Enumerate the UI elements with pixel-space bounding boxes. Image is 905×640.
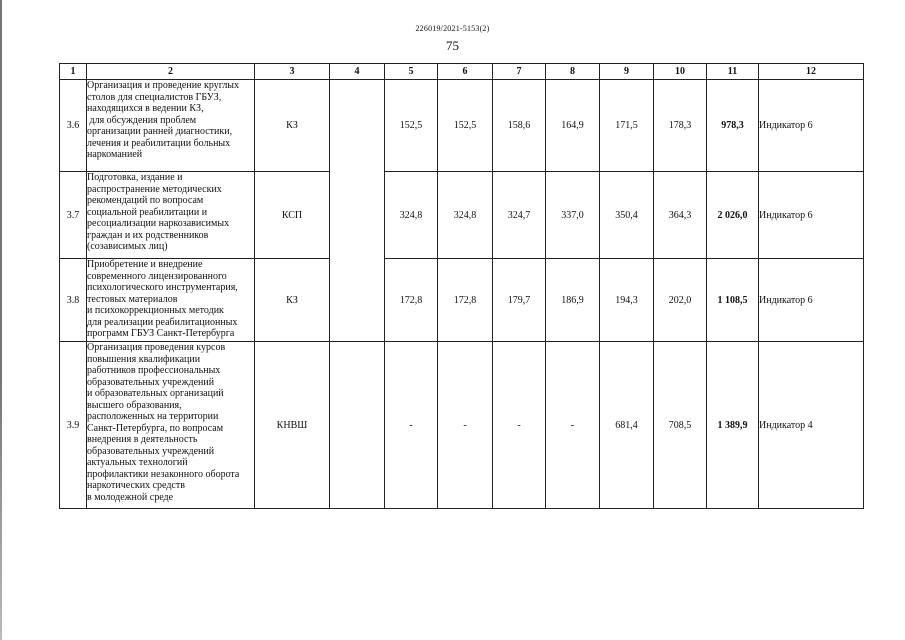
description-line: в молодежной среде [87, 491, 174, 503]
column-header: 5 [385, 64, 438, 80]
description-line: внедрения в деятельность [87, 434, 198, 445]
description-line: программ ГБУЗ Санкт-Петербурга [87, 328, 235, 339]
description-line: Подготовка, издание и [87, 172, 183, 183]
row-indicator: Индикатор 6 [759, 172, 864, 259]
column-header: 6 [438, 64, 493, 80]
row-value: 186,9 [546, 259, 600, 342]
description-line: находящихся в ведении КЗ, [87, 103, 204, 114]
description-line: психологического инструментария, [87, 282, 238, 293]
description-line: работников профессиональных [87, 365, 221, 376]
column-header: 1 [60, 64, 87, 80]
description-line: для обсуждения проблем [87, 114, 197, 126]
description-line: лечения и реабилитации больных [87, 137, 231, 149]
row-executor: КЗ [255, 259, 330, 342]
column-header: 7 [493, 64, 546, 80]
description-line: Организация и проведение круглых [87, 80, 240, 91]
table-header-row [60, 64, 864, 80]
description-line: актуальных технологий [87, 457, 188, 468]
row-value: 164,9 [546, 80, 600, 172]
description-line: образовательных учреждений [87, 376, 215, 388]
description-line: образовательных учреждений [87, 445, 215, 457]
description-line: повышения квалификации [87, 353, 201, 365]
row-value: 202,0 [654, 259, 707, 342]
row-value: 194,3 [600, 259, 654, 342]
row-value: 324,8 [385, 172, 438, 259]
row-value: 350,4 [600, 172, 654, 259]
table-row [60, 80, 864, 172]
program-table [59, 63, 864, 509]
row-number: 3.8 [60, 259, 87, 342]
row-indicator: Индикатор 4 [759, 342, 864, 509]
column-4-blank [330, 80, 385, 342]
description-line: современного лицензированного [87, 270, 227, 282]
description-line: социальной реабилитации и [87, 206, 208, 218]
page-left-edge [0, 0, 2, 640]
table-row [60, 259, 864, 342]
page-number: 75 [446, 38, 459, 53]
row-description [87, 259, 255, 342]
description-line: для реализации реабилитационных [87, 316, 238, 328]
row-executor: КЗ [255, 80, 330, 172]
column-header: 4 [330, 64, 385, 80]
row-value: - [438, 342, 493, 509]
row-total: 1 108,5 [707, 259, 759, 342]
row-value: - [493, 342, 546, 509]
row-value: 708,5 [654, 342, 707, 509]
description-line: и психокоррекционных методик [87, 305, 224, 316]
row-value: - [385, 342, 438, 509]
column-header: 9 [600, 64, 654, 80]
row-value: 364,3 [654, 172, 707, 259]
row-executor: КНВШ [255, 342, 330, 509]
column-4-blank [330, 342, 385, 509]
description-line: Организация проведения курсов [87, 342, 226, 353]
row-value: 178,3 [654, 80, 707, 172]
description-line: (созависимых лиц) [87, 241, 168, 252]
description-line: и образовательных организаций [87, 388, 224, 399]
row-total: 2 026,0 [707, 172, 759, 259]
row-total: 978,3 [707, 80, 759, 172]
row-value: 172,8 [385, 259, 438, 342]
row-indicator: Индикатор 6 [759, 259, 864, 342]
row-description [87, 80, 255, 172]
table-row [60, 172, 864, 259]
row-value: 681,4 [600, 342, 654, 509]
column-header: 8 [546, 64, 600, 80]
table-row [60, 342, 864, 509]
document-id: 226019/2021-5153(2) [415, 24, 490, 33]
description-line: профилактики незаконного оборота [87, 468, 240, 480]
row-value: 324,8 [438, 172, 493, 259]
column-header: 10 [654, 64, 707, 80]
description-line: ресоциализации наркозависимых [87, 218, 230, 229]
row-description [87, 342, 255, 509]
row-value: 324,7 [493, 172, 546, 259]
column-header: 2 [87, 64, 255, 80]
description-line: наркоманией [87, 149, 143, 160]
row-value: - [546, 342, 600, 509]
row-value: 337,0 [546, 172, 600, 259]
description-line: столов для специалистов ГБУЗ, [87, 91, 222, 103]
description-line: тестовых материалов [87, 293, 178, 305]
row-value: 172,8 [438, 259, 493, 342]
description-line: Приобретение и внедрение [87, 259, 203, 270]
row-description [87, 172, 255, 259]
row-number: 3.6 [60, 80, 87, 172]
row-executor: КСП [255, 172, 330, 259]
description-line: Санкт-Петербурга, по вопросам [87, 422, 224, 434]
column-header: 12 [759, 64, 864, 80]
description-line: распространение методических [87, 183, 222, 195]
description-line: высшего образования, [87, 399, 182, 411]
row-number: 3.7 [60, 172, 87, 259]
row-total: 1 389,9 [707, 342, 759, 509]
column-header: 11 [707, 64, 759, 80]
row-number: 3.9 [60, 342, 87, 509]
row-value: 179,7 [493, 259, 546, 342]
description-line: наркотических средств [87, 480, 185, 491]
row-value: 158,6 [493, 80, 546, 172]
row-indicator: Индикатор 6 [759, 80, 864, 172]
row-value: 152,5 [385, 80, 438, 172]
description-line: организации ранней диагностики, [87, 126, 233, 137]
description-line: граждан и их родственников [87, 229, 209, 241]
column-header: 3 [255, 64, 330, 80]
row-value: 171,5 [600, 80, 654, 172]
row-value: 152,5 [438, 80, 493, 172]
description-line: рекомендаций по вопросам [87, 195, 204, 206]
description-line: расположенных на территории [87, 411, 219, 422]
